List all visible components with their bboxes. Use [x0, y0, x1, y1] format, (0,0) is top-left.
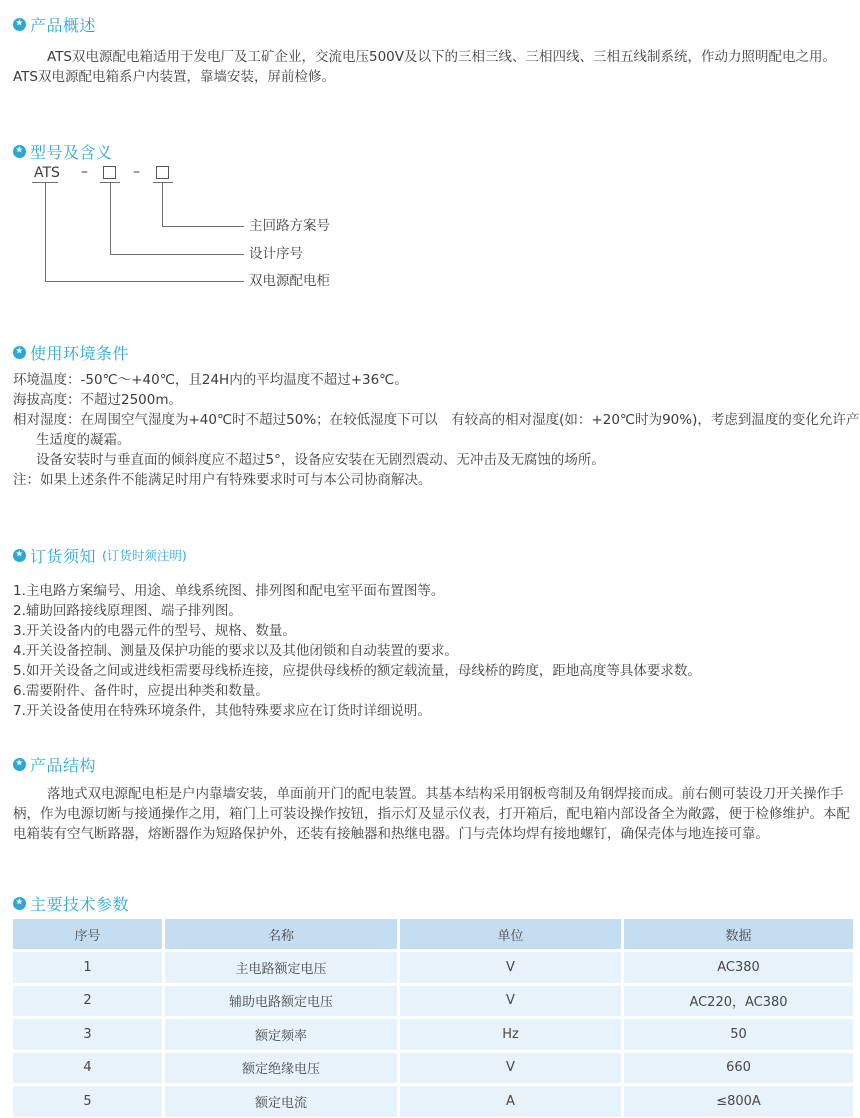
overview-line: ATS双电源配电箱系户内装置，靠墙安装，屏前检修。	[13, 69, 336, 85]
model-dash: –	[133, 164, 140, 180]
model-connector-line	[162, 183, 163, 226]
environment-line: 注：如果上述条件不能满足时用户有特殊要求时可与本公司协商解决。	[13, 472, 432, 488]
table-cell: 2	[13, 986, 162, 1017]
section-title-parameters: 主要技术参数	[30, 894, 130, 914]
table-cell: 主电路额定电压	[165, 952, 397, 983]
table-cell: V	[400, 952, 621, 983]
table-cell: 辅助电路额定电压	[165, 986, 397, 1017]
table-cell: Hz	[400, 1019, 621, 1050]
model-connector-line	[110, 254, 244, 255]
table-cell: 额定频率	[165, 1019, 397, 1050]
model-placeholder-box	[103, 166, 116, 179]
table-cell: 660	[624, 1053, 853, 1084]
ordering-item: 2.辅助回路接线原理图、端子排列图。	[13, 603, 242, 619]
ordering-item: 6.需要附件、备件时，应提出种类和数量。	[13, 683, 269, 699]
section-header-ordering	[13, 544, 187, 566]
ordering-item: 1.主电路方案编号、用途、单线系统图、排列图和配电室平面布置图等。	[13, 583, 445, 599]
star-circle-icon: ★	[13, 346, 26, 359]
overview-line: ATS双电源配电箱适用于发电厂及工矿企业，交流电压500V及以下的三相三线、三相四线、三相五线制系统，作动力照明配电之用。	[47, 49, 837, 65]
section-title-overview: 产品概述	[30, 15, 97, 35]
structure-line: 柄，作为电源切断与接通操作之用，箱门上可装设操作按钮，指示灯及显示仪表，打开箱后，配电箱内部设备全为敞露，便于检修维护。本配	[13, 806, 850, 822]
table-cell: 额定绝缘电压	[165, 1053, 397, 1084]
section-header-parameters	[13, 892, 129, 914]
model-label-scheme: 主回路方案号	[249, 218, 330, 234]
underline-box2	[153, 182, 173, 183]
section-subtitle-ordering: (订货时须注明)	[102, 548, 187, 563]
table-cell: ≤800A	[624, 1086, 853, 1117]
section-title-structure: 产品结构	[30, 755, 97, 775]
table-cell: A	[400, 1086, 621, 1117]
section-header-structure	[13, 753, 96, 775]
model-connector-line	[45, 281, 244, 282]
star-circle-icon: ★	[13, 18, 26, 31]
environment-line: 环境温度：-50℃～+40℃，且24H内的平均温度不超过+36℃。	[13, 372, 408, 388]
table-header-cell: 序号	[13, 919, 162, 949]
model-label-cabinet: 双电源配电柜	[249, 273, 330, 289]
environment-line: 海拔高度：不超过2500m。	[13, 392, 183, 408]
section-header-model	[13, 140, 113, 162]
structure-line: 电箱装有空气断路器，熔断器作为短路保护外，还装有接触器和热继电器。门与壳体均焊有接地螺钉，确保壳体与地连接可靠。	[13, 826, 769, 842]
ordering-item: 7.开关设备使用在特殊环境条件，其他特殊要求应在订货时详细说明。	[13, 703, 431, 719]
ordering-item: 4.开关设备控制、测量及保护功能的要求以及其他闭锁和自动装置的要求。	[13, 643, 458, 659]
parameters-table	[13, 919, 853, 1118]
table-cell: 4	[13, 1053, 162, 1084]
model-designation-diagram	[0, 160, 430, 300]
table-header-cell: 名称	[165, 919, 397, 949]
ordering-item: 5.如开关设备之间或进线柜需要母线桥连接，应提供母线桥的额定载流量，母线桥的跨度，距地高度等具体要求数。	[13, 663, 701, 679]
ordering-item: 3.开关设备内的电器元件的型号、规格、数量。	[13, 623, 296, 639]
table-header-cell: 数据	[624, 919, 853, 949]
table-cell: AC380	[624, 952, 853, 983]
section-header-overview	[13, 13, 96, 35]
section-header-environment	[13, 341, 129, 363]
table-cell: 额定电流	[165, 1086, 397, 1117]
environment-line: 生适度的凝霜。	[36, 432, 131, 448]
star-circle-icon: ★	[13, 897, 26, 910]
table-cell: 50	[624, 1019, 853, 1050]
table-cell: AC220，AC380	[624, 986, 853, 1017]
table-header-cell: 单位	[400, 919, 621, 949]
structure-line: 落地式双电源配电柜是户内靠墙安装，单面前开门的配电装置。其基本结构采用钢板弯制及角钢焊接而成。前右侧可装设刀开关操作手	[47, 786, 844, 802]
star-circle-icon: ★	[13, 758, 26, 771]
star-circle-icon: ★	[13, 145, 26, 158]
model-dash: –	[81, 164, 88, 180]
star-circle-icon: ★	[13, 549, 26, 562]
environment-line: 设备安装时与垂直面的倾斜度应不超过5°，设备应安装在无剧烈震动、无冲击及无腐蚀的场所。	[36, 452, 605, 468]
model-prefix: ATS	[34, 165, 60, 181]
section-title-ordering: 订货须知	[30, 546, 97, 566]
environment-line: 相对湿度：在周围空气湿度为+40℃时不超过50%；在较低湿度下可以 有较高的相对湿度(如：+20℃时为90%)，考虑到温度的变化允许产	[13, 412, 860, 428]
table-cell: V	[400, 1053, 621, 1084]
section-title-model: 型号及含义	[30, 142, 113, 162]
model-placeholder-box	[156, 166, 169, 179]
section-title-environment: 使用环境条件	[30, 343, 130, 363]
table-cell: V	[400, 986, 621, 1017]
table-cell: 1	[13, 952, 162, 983]
table-cell: 3	[13, 1019, 162, 1050]
model-connector-line	[110, 183, 111, 254]
model-connector-line	[45, 183, 46, 281]
model-label-design: 设计序号	[249, 246, 303, 262]
table-cell: 5	[13, 1086, 162, 1117]
model-connector-line	[162, 226, 244, 227]
